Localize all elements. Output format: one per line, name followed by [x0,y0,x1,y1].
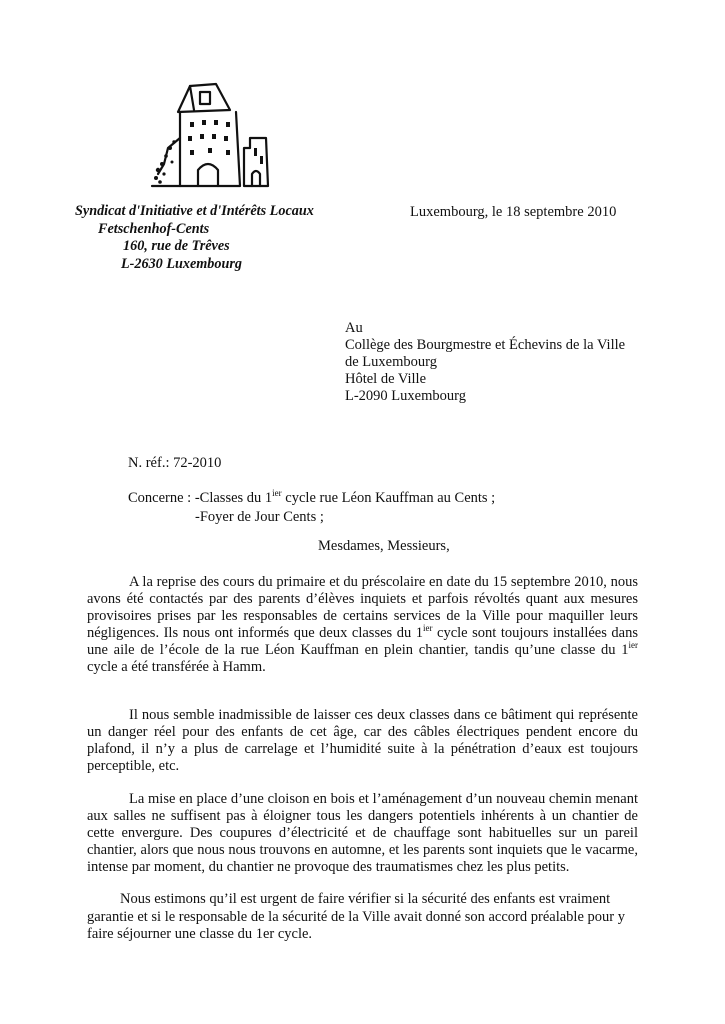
recipient-line: L-2090 Luxembourg [345,388,466,404]
recipient-line: Collège des Bourgmestre et Échevins de la Ville [345,337,626,353]
subject-block [128,489,495,527]
sender-city: L-2630 Luxembourg [121,255,242,272]
superscript: ier [423,623,433,633]
body-paragraph-3: La mise en place d’une cloison en bois et l’aménagement d’un nouveau chemin menant aux salles ne suffisent pas à éloigner tous les dangers potentiels inhérents à un chantier de cette envergure. Des coupures d’électricité et de chauffage sont habituelles sur un pareil chantier, alors que nous nous trouvons en automne, et les parents sont inquiets que le vacarme, intense par moment, du chantier ne provoque des traumatismes chez les plus petits. [87,791,638,875]
salutation: Mesdames, Messieurs, [318,538,450,554]
sender-org: Syndicat d'Initiative et d'Intérêts Locaux [75,203,314,219]
castle-tower-logo-icon [150,78,278,198]
sender-address [75,203,345,273]
subject-label: Concerne : -Classes du 1 [128,490,273,506]
paragraph-text: cycle sont toujours installées dans une aile de l’école de la rue Léon Kauffman en plein chantier, tandis qu’une classe du 1 [87,625,639,658]
place-date: Luxembourg, le 18 septembre 2010 [410,204,617,220]
recipient-address [345,320,645,405]
body-paragraph-2: Il nous semble inadmissible de laisser ces deux classes dans ce bâtiment qui représente un danger réel pour des enfants de cet âge, car des câbles électriques pendent encore du plafond, il n’y a plus de carrelage et l’humidité suite à la pénétration d’eaux est toujours perceptible, etc. [87,707,638,774]
recipient-line: de Luxembourg [345,354,437,370]
sender-locality: Fetschenhof-Cents [98,220,210,237]
paragraph-text: A la reprise des cours du primaire et du préscolaire en date du 15 septembre 2010, nous avons été contactés par des parents d’élèves inquiets et parfois révoltés quant aux mesures provisoires prises par les responsables de certains services de la Ville pour maquiller leurs négligences. Ils nous ont informés que deux classes du 1 [87,574,638,641]
superscript: ier [628,640,638,650]
sender-street: 160, rue de Trêves [123,238,230,254]
subject-line-1 [128,489,495,508]
subject-text: cycle rue Léon Kauffman au Cents ; [281,490,496,506]
reference-number: N. réf.: 72-2010 [128,455,222,471]
subject-text-2: -Foyer de Jour Cents ; [195,509,324,525]
recipient-line: Hôtel de Ville [345,371,427,387]
superscript: ier [272,488,282,498]
paragraph-text: cycle a été transférée à Hamm. [87,659,266,675]
subject-line-2 [128,508,495,527]
recipient-line: Au [345,320,363,336]
body-paragraph-4: Nous estimons qu’il est urgent de faire vérifier si la sécurité des enfants est vraiment garantie et si le responsable de la sécurité de la Ville avait donné son accord préalable pour y faire séjourner une classe du 1er cycle. [87,891,625,942]
body-paragraph-1 [87,574,638,676]
